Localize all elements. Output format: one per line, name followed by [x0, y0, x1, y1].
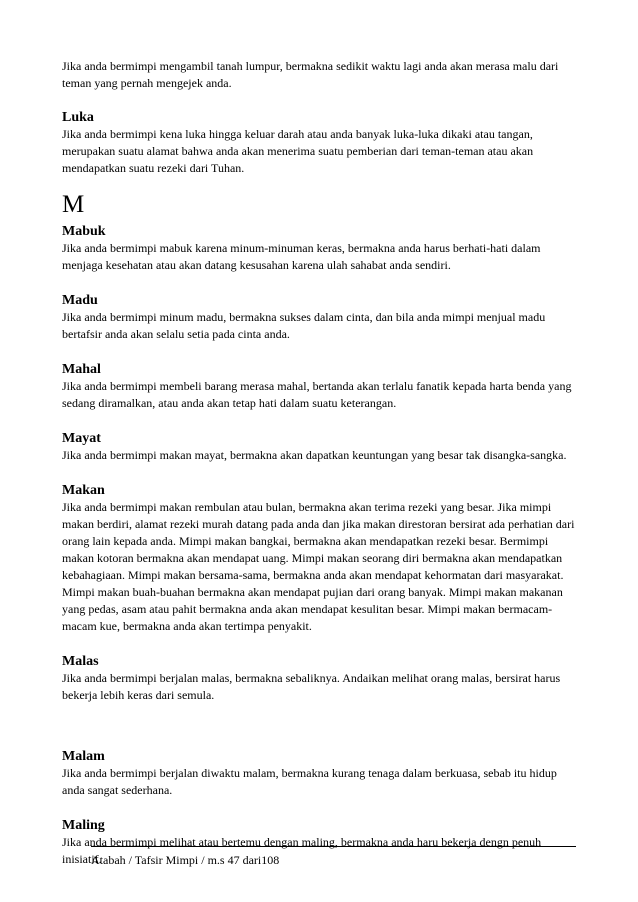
entry-title: Mahal — [62, 362, 101, 377]
entry-text: Jika anda bermimpi berjalan malas, bermakna sebaliknya. Andaikan melihat orang malas, bersirat harus bekerja lebih keras dari semula. — [62, 671, 561, 702]
section-letter: M — [62, 191, 85, 218]
entry-mayat — [62, 430, 582, 464]
page-content — [62, 58, 582, 868]
entry-title: Malas — [62, 654, 99, 669]
entry-text: Jika anda bermimpi mabuk karena minum-minuman keras, bermakna anda harus berhati-hati dalam menjaga kesehatan atau akan datang kesusahan karena ulah sahabat anda sendiri. — [62, 241, 541, 272]
entry-luka — [62, 109, 582, 177]
entry-text: Jika anda bermimpi minum madu, bermakna sukses dalam cinta, dan bila anda mimpi menjual madu bertafsir anda akan selalu setia pada cinta anda. — [62, 310, 546, 341]
entry-text: Jika anda bermimpi melihat atau bertemu dengan maling, bermakna anda haru bekerja dengn penuh inisiatif. — [62, 835, 542, 866]
entry-title: Maling — [62, 818, 105, 833]
entry-malas — [62, 653, 582, 704]
entry-makan — [62, 482, 582, 635]
entry-text: Jika anda bermimpi makan rembulan atau bulan, bermakna akan terima rezeki yang besar. Jika mimpi makan berdiri, alamat rezeki murah datang pada anda dan jika makan direstoran bersirat ada perhatian dari orang lain kepada anda. Mimpi makan bangkai, bermakna akan mendapatkan rezeki besar. Bermimpi makan kotoran bermakna akan mendapat uang. Mimpi makan seorang diri bermakna akan mendapatkan kebahagiaan. Mimpi makan bersama-sama, bermakna anda akan mendapat kehormatan dari masyarakat. Mimpi makan buah-buahan bermakna akan mendapat pujian dari orang banyak. Mimpi makan makanan yang pedas, asam atau pahit bermakna anda akan mendapat kesulitan besar. Mimpi makan bermacam-macam kue, bermakna anda akan tertimpa penyakit. — [62, 500, 575, 633]
intro-paragraph: Jika anda bermimpi mengambil tanah lumpur, bermakna sedikit waktu lagi anda akan merasa malu dari teman yang pernah mengejek anda. — [62, 59, 559, 90]
entry-text: Jika anda bermimpi berjalan diwaktu malam, bermakna kurang tenaga dalam berkuasa, sebab itu hidup anda sangat sederhana. — [62, 766, 557, 797]
entry-title: Malam — [62, 749, 105, 764]
footer-text: Atabah / Tafsir Mimpi / m.s 47 dari108 — [91, 853, 280, 867]
entry-text: Jika anda bermimpi membeli barang merasa mahal, bertanda akan terlalu fanatik kepada harta benda yang sedang diramalkan, atau anda akan tetap hati dalam suatu keterangan. — [62, 379, 572, 410]
entry-title: Makan — [62, 483, 105, 498]
entry-mahal — [62, 361, 582, 412]
entry-title: Mayat — [62, 431, 101, 446]
entry-madu — [62, 292, 582, 343]
page-footer — [91, 846, 576, 868]
entry-text: Jika anda bermimpi kena luka hingga keluar darah atau anda banyak luka-luka dikaki atau tangan, merupakan suatu alamat bahwa anda akan menerima suatu pemberian dari teman-teman atau akan mendapatkan suatu rezeki dari Tuhan. — [62, 127, 534, 175]
entry-malam — [62, 748, 582, 799]
entry-title: Mabuk — [62, 224, 106, 239]
entry-mabuk — [62, 223, 582, 274]
entry-title: Luka — [62, 110, 94, 125]
footer-divider — [91, 846, 576, 847]
entry-title: Madu — [62, 293, 98, 308]
entry-text: Jika anda bermimpi makan mayat, bermakna akan dapatkan keuntungan yang besar tak disangka-sangka. — [62, 448, 567, 462]
